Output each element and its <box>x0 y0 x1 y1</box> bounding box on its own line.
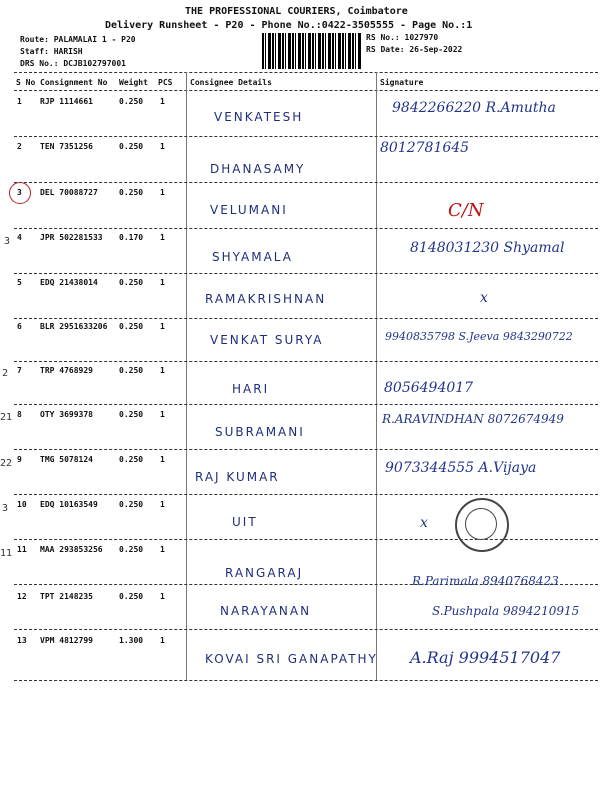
margin-mark: 11 <box>0 548 13 559</box>
col-pcs: PCS <box>158 78 173 87</box>
row-consignee: HARI <box>232 382 270 396</box>
row-consignment: TPT 2148235 <box>40 592 93 601</box>
margin-mark: 2 <box>2 368 9 379</box>
row-signature: x <box>480 290 488 306</box>
rs-no-label: RS No.: 1027970 <box>366 33 439 42</box>
row-signature: 8012781645 <box>380 140 470 156</box>
row3-circle-mark <box>9 182 31 204</box>
row-pcs: 1 <box>160 188 165 197</box>
row-signature: A.Raj 9994517047 <box>410 648 561 667</box>
col-weight: Weight <box>119 78 148 87</box>
row-sno: 6 <box>17 322 22 331</box>
row-consignment: EDQ 10163549 <box>40 500 98 509</box>
row-consignee: UIT <box>232 515 258 529</box>
row-signature: C/N <box>448 200 484 221</box>
row-consignee: SUBRAMANI <box>215 425 305 439</box>
col-consignment: Consignment No <box>40 78 108 87</box>
row-sno: 8 <box>17 410 22 419</box>
row-consignee: DHANASAMY <box>210 162 306 176</box>
row-pcs: 1 <box>160 455 165 464</box>
row-signature: 8056494017 <box>384 380 474 396</box>
row-sno: 5 <box>17 278 22 287</box>
row-consignee: SHYAMALA <box>212 250 293 264</box>
row-weight: 0.250 <box>119 455 144 464</box>
row-signature: 9073344555 A.Vijaya <box>385 460 537 476</box>
row-consignee: KOVAI SRI GANAPATHY <box>205 652 378 666</box>
row-weight: 0.250 <box>119 592 144 601</box>
row-signature: 9940835798 S.Jeeva 9843290722 <box>385 330 573 343</box>
row-consignee: VENKATESH <box>214 110 304 124</box>
col-sno: S No <box>16 78 36 87</box>
row-consignee: RAMAKRISHNAN <box>205 292 327 306</box>
row-consignment: OTY 3699378 <box>40 410 93 419</box>
row-sno: 7 <box>17 366 22 375</box>
row-weight: 0.250 <box>119 500 144 509</box>
row-weight: 0.250 <box>119 278 144 287</box>
row-consignee: RANGARAJ <box>225 566 304 580</box>
row-pcs: 1 <box>160 410 165 419</box>
row-sno: 4 <box>17 233 22 242</box>
row-consignment: RJP 1114661 <box>40 97 93 106</box>
row-weight: 0.250 <box>119 322 144 331</box>
row-weight: 0.250 <box>119 410 144 419</box>
row-weight: 0.250 <box>119 545 144 554</box>
row-pcs: 1 <box>160 278 165 287</box>
row-signature: S.Pushpala 9894210915 <box>432 604 580 618</box>
row-pcs: 1 <box>160 366 165 375</box>
row-sno: 11 <box>17 545 27 554</box>
margin-mark: 3 <box>2 503 9 514</box>
row-consignment: MAA 293853256 <box>40 545 103 554</box>
row-pcs: 1 <box>160 233 165 242</box>
col-signature: Signature <box>380 78 424 87</box>
row-weight: 0.250 <box>119 97 144 106</box>
row-consignment: VPM 4812799 <box>40 636 93 645</box>
row-weight: 0.170 <box>119 233 144 242</box>
row-consignment: TMG 5078124 <box>40 455 93 464</box>
barcode-image <box>262 33 362 69</box>
row-weight: 1.300 <box>119 636 144 645</box>
row-signature: R.Parimala 8940768423 <box>412 574 559 588</box>
row-weight: 0.250 <box>119 188 144 197</box>
runsheet-title: Delivery Runsheet - P20 - Phone No.:0422-3505555 - Page No.:1 <box>105 20 473 31</box>
margin-mark: 3 <box>4 236 11 247</box>
row-consignment: TRP 4768929 <box>40 366 93 375</box>
row-pcs: 1 <box>160 97 165 106</box>
staff-label: Staff: HARISH <box>20 47 83 56</box>
row-pcs: 1 <box>160 592 165 601</box>
row-pcs: 1 <box>160 545 165 554</box>
row-consignment: JPR 502281533 <box>40 233 103 242</box>
route-label: Route: PALAMALAI 1 - P20 <box>20 35 136 44</box>
row-weight: 0.250 <box>119 366 144 375</box>
rs-date-label: RS Date: 26-Sep-2022 <box>366 45 463 54</box>
row-signature: 8148031230 Shyamal <box>410 240 565 256</box>
row-consignment: EDQ 21438014 <box>40 278 98 287</box>
row-signature: x <box>420 515 428 531</box>
delivery-stamp <box>455 498 509 552</box>
row-sno: 1 <box>17 97 22 106</box>
row-sno: 12 <box>17 592 27 601</box>
row-sno: 9 <box>17 455 22 464</box>
row-signature: R.ARAVINDHAN 8072674949 <box>382 412 564 426</box>
row-pcs: 1 <box>160 500 165 509</box>
margin-mark: 22 <box>0 458 13 469</box>
row-consignment: TEN 7351256 <box>40 142 93 151</box>
row-consignee: VENKAT SURYA <box>210 333 324 347</box>
row-sno: 2 <box>17 142 22 151</box>
row-consignment: DEL 70088727 <box>40 188 98 197</box>
row-sno: 3 <box>17 188 22 197</box>
row-pcs: 1 <box>160 636 165 645</box>
row-pcs: 1 <box>160 322 165 331</box>
row-consignee: VELUMANI <box>210 203 288 217</box>
row-consignment: BLR 2951633206 <box>40 322 108 331</box>
drs-label: DRS No.: DCJB102797001 <box>20 59 126 68</box>
row-sno: 13 <box>17 636 27 645</box>
margin-mark: 21 <box>0 412 13 423</box>
row-weight: 0.250 <box>119 142 144 151</box>
row-consignee: RAJ KUMAR <box>195 470 280 484</box>
row-consignee: NARAYANAN <box>220 604 312 618</box>
company-title: THE PROFESSIONAL COURIERS, Coimbatore <box>185 6 408 17</box>
row-signature: 9842266220 R.Amutha <box>392 100 556 116</box>
row-sno: 10 <box>17 500 27 509</box>
col-consignee: Consignee Details <box>190 78 272 87</box>
row-pcs: 1 <box>160 142 165 151</box>
